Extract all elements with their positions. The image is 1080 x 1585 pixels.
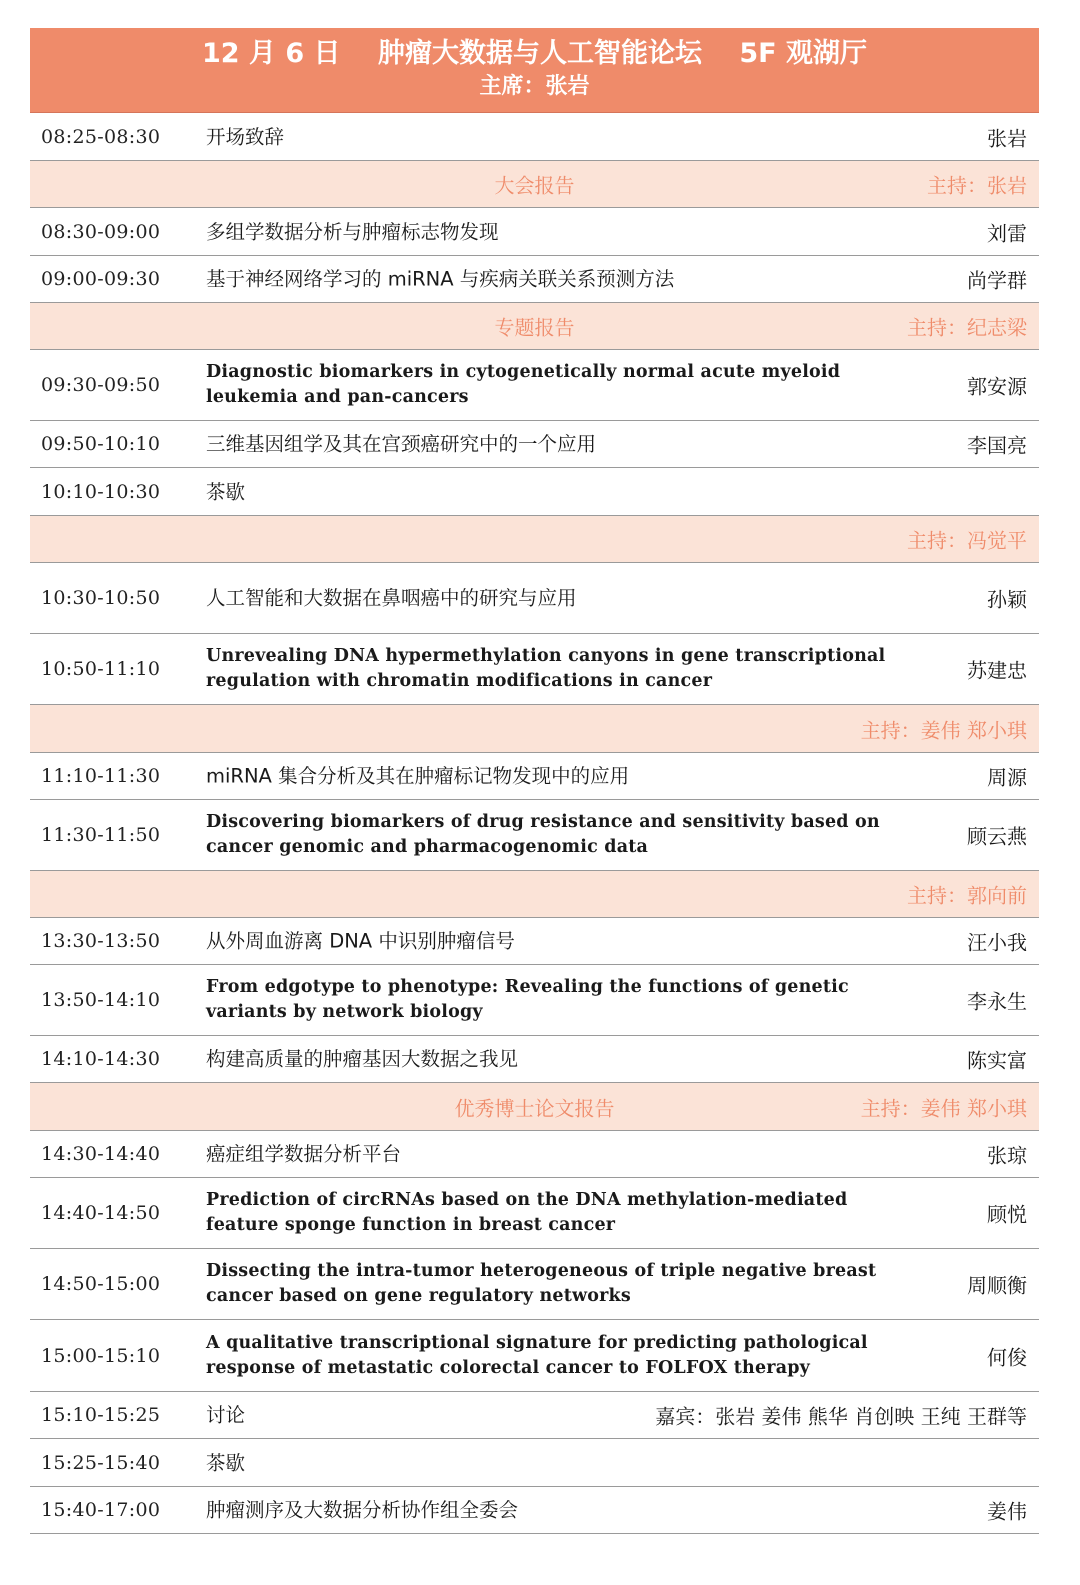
session-time: 14:40-14:50 <box>41 1202 161 1224</box>
section-header-row <box>30 705 1039 753</box>
schedule-row <box>30 1249 1039 1320</box>
session-speaker: 顾云燕 <box>967 824 1027 849</box>
session-speaker: 顾悦 <box>987 1202 1027 1227</box>
session-title: 茶歇 <box>206 1451 246 1474</box>
session-time: 10:50-11:10 <box>41 658 161 680</box>
schedule-row <box>30 113 1039 161</box>
session-title: 三维基因组学及其在宫颈癌研究中的一个应用 <box>206 432 597 456</box>
section-header-row <box>30 871 1039 918</box>
schedule-row <box>30 965 1039 1036</box>
banner-date: 12 月 6 日 <box>201 38 341 69</box>
schedule-row <box>30 634 1039 705</box>
schedule-sheet <box>30 28 1039 1534</box>
session-title: 茶歇 <box>206 480 246 503</box>
session-speaker: 郭安源 <box>967 374 1027 399</box>
section-host: 主持：冯觉平 <box>907 528 1027 553</box>
section-label: 大会报告 <box>494 173 575 198</box>
schedule-row <box>30 918 1039 965</box>
session-title: Diagnostic biomarkers in cytogenetically normal acute myeloid leukemia and pan-cancers <box>206 362 841 407</box>
section-host: 主持：姜伟 郑小琪 <box>860 718 1027 742</box>
schedule-banner <box>30 28 1039 113</box>
schedule-row <box>30 1320 1039 1392</box>
session-speaker: 周源 <box>987 765 1027 790</box>
schedule-row <box>30 1487 1039 1534</box>
session-time: 15:00-15:10 <box>41 1344 161 1367</box>
schedule-row <box>30 800 1039 871</box>
session-speaker: 周顺衡 <box>967 1273 1027 1298</box>
banner-room: 5F 观湖厅 <box>739 38 867 69</box>
section-host: 主持：郭向前 <box>907 883 1027 908</box>
schedule-row <box>30 208 1039 256</box>
session-time: 08:30-09:00 <box>41 220 161 243</box>
session-speaker: 李永生 <box>967 989 1027 1014</box>
schedule-row <box>30 1178 1039 1249</box>
session-speaker: 尚学群 <box>967 268 1027 293</box>
session-speaker: 李国亮 <box>967 433 1027 458</box>
session-time: 14:10-14:30 <box>41 1048 161 1070</box>
session-title: Dissecting the intra-tumor heterogeneous of triple negative breast cancer based on gene regulatory networks <box>206 1261 877 1306</box>
session-title: 人工智能和大数据在鼻咽癌中的研究与应用 <box>206 586 577 610</box>
session-title: 从外周血游离 DNA 中识别肿瘤信号 <box>206 929 515 953</box>
schedule-row <box>30 753 1039 800</box>
session-title: miRNA 集合分析及其在肿瘤标记物发现中的应用 <box>206 764 630 788</box>
session-title: 开场致辞 <box>206 125 285 148</box>
session-speaker: 张琼 <box>987 1143 1027 1168</box>
session-time: 15:10-15:25 <box>41 1404 161 1426</box>
session-time: 11:10-11:30 <box>41 765 161 787</box>
session-time: 13:50-14:10 <box>41 989 161 1011</box>
session-title: 癌症组学数据分析平台 <box>206 1142 402 1166</box>
session-speaker: 嘉宾：张岩 姜伟 熊华 肖创映 王纯 王群等 <box>655 1404 1027 1429</box>
session-title: From edgotype to phenotype: Revealing the functions of genetic variants by network biology <box>206 977 849 1022</box>
banner-forum: 肿瘤大数据与人工智能论坛 <box>377 38 702 69</box>
banner-title <box>30 28 1039 72</box>
session-time: 09:00-09:30 <box>41 268 161 290</box>
session-title: Unrevealing DNA hypermethylation canyons in gene transcriptional regulation with chromatin modifications in cancer <box>206 646 886 691</box>
session-speaker: 刘雷 <box>987 221 1027 245</box>
section-host: 主持：姜伟 郑小琪 <box>860 1096 1027 1120</box>
session-speaker: 孙颖 <box>987 587 1027 612</box>
session-time: 10:10-10:30 <box>41 480 161 503</box>
session-speaker: 陈实富 <box>967 1048 1027 1073</box>
schedule-table <box>30 113 1039 1534</box>
session-speaker: 姜伟 <box>987 1499 1027 1524</box>
session-time: 13:30-13:50 <box>41 930 161 952</box>
section-host: 主持：纪志梁 <box>907 315 1027 340</box>
session-speaker: 苏建忠 <box>967 658 1027 683</box>
banner-chair: 主席：张岩 <box>479 74 590 99</box>
session-time: 15:40-17:00 <box>41 1499 161 1521</box>
session-speaker: 汪小我 <box>967 930 1027 955</box>
section-header-row <box>30 516 1039 563</box>
session-title: 讨论 <box>206 1403 246 1427</box>
session-title: 构建高质量的肿瘤基因大数据之我见 <box>206 1047 519 1071</box>
schedule-row <box>30 1392 1039 1439</box>
session-title: 多组学数据分析与肿瘤标志物发现 <box>206 220 499 243</box>
schedule-row <box>30 468 1039 516</box>
section-header-row <box>30 303 1039 350</box>
schedule-row <box>30 421 1039 468</box>
schedule-row <box>30 1036 1039 1083</box>
schedule-row <box>30 256 1039 303</box>
schedule-row <box>30 350 1039 421</box>
schedule-row <box>30 563 1039 634</box>
session-time: 15:25-15:40 <box>41 1451 161 1474</box>
session-speaker: 何俊 <box>987 1345 1027 1369</box>
section-header-row <box>30 1083 1039 1131</box>
section-host: 主持：张岩 <box>927 173 1027 198</box>
session-time: 09:50-10:10 <box>41 433 161 455</box>
session-time: 09:30-09:50 <box>41 374 161 396</box>
session-title: 基于神经网络学习的 miRNA 与疾病关联关系预测方法 <box>206 267 675 291</box>
session-time: 14:30-14:40 <box>41 1143 161 1165</box>
session-time: 10:30-10:50 <box>41 587 161 609</box>
session-time: 08:25-08:30 <box>41 125 161 148</box>
section-label: 专题报告 <box>494 315 575 340</box>
session-time: 11:30-11:50 <box>41 824 161 846</box>
session-title: A qualitative transcriptional signature for predicting pathological response of metastatic colorectal cancer to FOLFOX therapy <box>206 1332 868 1378</box>
session-title: Discovering biomarkers of drug resistance and sensitivity based on cancer genomic and pharmacogenomic data <box>206 812 880 857</box>
section-header-row <box>30 161 1039 208</box>
schedule-row <box>30 1131 1039 1178</box>
session-title: 肿瘤测序及大数据分析协作组全委会 <box>206 1498 519 1522</box>
session-time: 14:50-15:00 <box>41 1273 161 1295</box>
session-title: Prediction of circRNAs based on the DNA methylation-mediated feature sponge function in breast cancer <box>206 1190 848 1235</box>
section-label: 优秀博士论文报告 <box>454 1096 615 1120</box>
schedule-row <box>30 1439 1039 1487</box>
session-speaker: 张岩 <box>987 126 1027 150</box>
